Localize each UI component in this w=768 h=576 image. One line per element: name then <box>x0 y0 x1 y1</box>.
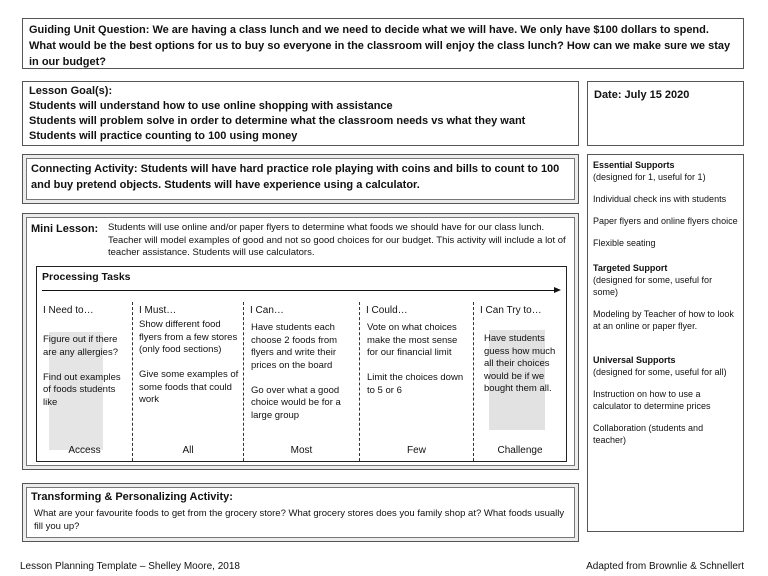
column-text-must: Show different food flyers from a few stores (only food sections) Give some examples of some foods that could work <box>139 319 239 405</box>
footer-credit-right: Adapted from Brownlie & Schnellert <box>586 561 744 572</box>
connecting-activity-text: Students will have hard practice role playing with coins and bills to count to 100 and buy pretend objects. Students will have experience using a calculator. <box>31 163 560 191</box>
date-box <box>587 81 744 146</box>
supports-box <box>587 154 744 532</box>
column-footer-all: All <box>182 445 194 456</box>
connecting-activity-box <box>22 154 579 204</box>
connecting-activity <box>31 161 570 193</box>
column-heading-must: I Must… <box>139 305 177 316</box>
processing-tasks-arrow <box>42 290 558 291</box>
mini-lesson-text: Students will use online and/or paper flyers to determine what foods we should have for our class lunch. Teacher will model examples of good and not so good choices for our budget. This activity will include a lot of teacher assistance. Students will use calculators. <box>108 222 566 258</box>
guiding-question-box <box>22 18 744 69</box>
lesson-goal-item: Students will understand how to use online shopping with assistance <box>29 100 393 112</box>
column-divider <box>359 302 360 461</box>
column-divider <box>473 302 474 461</box>
column-divider <box>243 302 244 461</box>
mini-lesson-panel <box>26 217 575 466</box>
lesson-goal-item: Students will problem solve in order to determine what the classroom needs vs what they want <box>29 115 526 127</box>
arrow-head-icon <box>554 287 561 293</box>
column-heading-could: I Could… <box>366 305 408 316</box>
targeted-support-heading: Targeted Support <box>593 263 668 273</box>
connecting-activity-panel <box>26 158 575 200</box>
column-text-can: Have students each choose 2 foods from flyers and write their prices on the board Go over what a good choice would be for a large group <box>251 322 341 421</box>
column-text-try: Have students guess how much all their choices would be if we bought them all. <box>484 333 556 394</box>
column-footer-challenge: Challenge <box>497 445 543 456</box>
lesson-goals-box <box>22 81 579 146</box>
mini-lesson-box <box>22 213 579 470</box>
essential-supports-sub: (designed for 1, useful for 1) <box>593 172 706 182</box>
column-heading-can: I Can… <box>250 305 284 316</box>
transforming-activity-text: What are your favourite foods to get from the grocery store? What grocery stores does you family shop at? What foods usually fill you up? <box>34 508 565 532</box>
column-footer-few: Few <box>407 445 426 456</box>
lesson-goals-label: Lesson Goal(s): <box>29 85 113 97</box>
universal-support-item: Instruction on how to use a calculator to determine prices <box>593 389 711 411</box>
universal-supports-sub: (designed for some, useful for all) <box>593 367 727 377</box>
column-heading-try: I Can Try to… <box>480 305 542 316</box>
transforming-activity-box <box>22 483 579 542</box>
essential-support-item: Individual check ins with students <box>593 194 727 204</box>
lesson-goal-item: Students will practice counting to 100 using money <box>29 130 298 142</box>
transforming-activity-label: Transforming & Personalizing Activity: <box>31 491 233 503</box>
footer-credit-left: Lesson Planning Template – Shelley Moore, 2018 <box>20 561 240 572</box>
targeted-support-sub: (designed for some, useful for some) <box>593 275 713 297</box>
targeted-support-item: Modeling by Teacher of how to look at an online or paper flyer. <box>593 309 734 331</box>
column-divider <box>132 302 133 461</box>
column-footer-most: Most <box>290 445 313 456</box>
column-text-could: Vote on what choices make the most sense for our financial limit Limit the choices down to 5 or 6 <box>367 322 464 396</box>
transforming-activity-panel <box>26 487 575 538</box>
universal-supports-heading: Universal Supports <box>593 355 676 365</box>
guiding-question <box>29 22 737 70</box>
essential-supports-heading: Essential Supports <box>593 160 675 170</box>
universal-support-item: Collaboration (students and teacher) <box>593 423 704 445</box>
processing-tasks-table <box>36 266 567 462</box>
date-label: Date: July 15 2020 <box>594 89 690 101</box>
mini-lesson-label: Mini Lesson: <box>31 223 99 235</box>
column-heading-need: I Need to… <box>43 305 94 316</box>
processing-columns <box>37 302 566 461</box>
connecting-activity-label: Connecting Activity: <box>31 163 138 175</box>
guiding-question-text: We are having a class lunch and we need to decide what we will have. We only have $100 dollars to spend. What would be the best options for us to buy so everyone in the classroom will enjoy the class lunch? How can we make sure we stay in our budget? <box>29 24 731 68</box>
column-footer-access: Access <box>68 445 101 456</box>
guiding-question-label: Guiding Unit Question: <box>29 24 150 36</box>
processing-tasks-title: Processing Tasks <box>42 271 131 283</box>
column-text-need: Figure out if there are any allergies? Find out examples of foods students like <box>43 334 121 408</box>
essential-support-item: Paper flyers and online flyers choice <box>593 216 738 226</box>
essential-support-item: Flexible seating <box>593 238 656 248</box>
